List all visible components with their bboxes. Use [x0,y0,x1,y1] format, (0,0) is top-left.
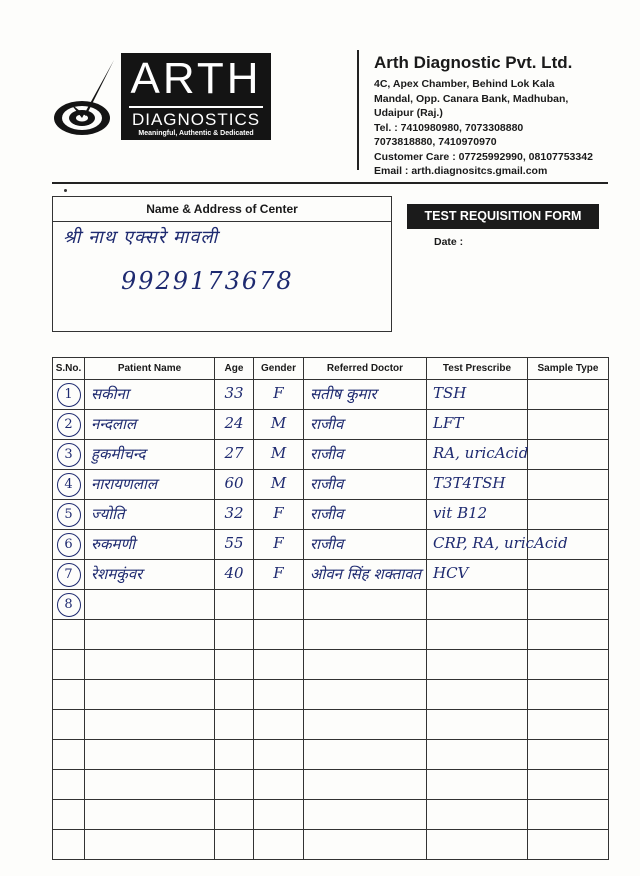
age-cell [215,800,254,830]
gender-cell [254,680,304,710]
age-cell [215,740,254,770]
age-cell [215,440,254,470]
logo-subtitle: DIAGNOSTICS [131,110,261,129]
patient-name-text: सकीना [91,385,129,403]
age-cell [215,650,254,680]
sno-cell [53,470,85,500]
sno-cell [53,440,85,470]
patient-name-cell [85,440,215,470]
col-header-age: Age [215,358,254,380]
test-prescribe-cell [427,470,528,500]
row-number-circled: 6 [57,533,81,557]
phone-line: Tel. : 7410980980, 7073308880 [374,121,524,134]
referred-doctor-cell [304,770,427,800]
table-row [53,620,609,650]
sample-type-cell [528,440,609,470]
row-number-circled: 7 [57,563,81,587]
age-cell [215,770,254,800]
age-cell [215,380,254,410]
col-header-referred-doctor: Referred Doctor [304,358,427,380]
gender-text: M [270,444,287,462]
email-line: Email : arth.diagnositcs.gmail.com [374,165,548,177]
table-row [53,410,609,440]
patient-name-cell [85,620,215,650]
test-prescribe-cell [427,650,528,680]
test-prescribe-cell [427,560,528,590]
gender-text: F [273,504,284,522]
age-text: 60 [224,474,244,492]
gender-text: F [273,384,284,402]
referred-doctor-cell [304,830,427,860]
address-line: Udaipur (Raj.) [374,107,443,119]
table-row [53,680,609,710]
gender-text: F [273,564,284,582]
sno-cell [53,590,85,620]
sno-cell [53,770,85,800]
patient-name-text: नारायणलाल [91,475,158,493]
age-text: 27 [224,444,244,462]
sample-type-cell [528,740,609,770]
referred-doctor-cell [304,560,427,590]
test-prescribe-cell [427,800,528,830]
patient-name-cell [85,590,215,620]
table-row [53,590,609,620]
sno-cell [53,530,85,560]
patient-name-cell [85,560,215,590]
row-number-circled: 3 [57,443,81,467]
col-header-sno: S.No. [53,358,85,380]
logo-tagline: Meaningful, Authentic & Dedicated [138,130,254,137]
address-line: Mandal, Opp. Canara Bank, Madhuban, [374,92,569,105]
sample-type-cell [528,530,609,560]
test-prescribe-cell [427,740,528,770]
patient-name-cell [85,680,215,710]
patient-name-cell [85,470,215,500]
form-title: TEST REQUISITION FORM [407,204,599,229]
test-prescribe-text: CRP, RA, uricAcid [433,534,568,552]
test-prescribe-cell [427,530,568,560]
referred-doctor-cell [304,710,427,740]
company-info [374,52,634,179]
sample-type-cell [528,590,609,620]
test-prescribe-text: TSH [433,384,467,402]
company-logo [121,53,271,140]
age-text: 24 [224,414,244,432]
age-cell [215,590,254,620]
sno-cell [53,560,85,590]
sample-type-cell [528,770,609,800]
patient-name-cell [85,410,215,440]
sno-cell [53,620,85,650]
age-cell [215,620,254,650]
referred-doctor-cell [304,410,427,440]
sample-type-cell [528,830,609,860]
sno-cell [53,380,85,410]
referred-doctor-text: राजीव [310,535,344,553]
center-box [52,196,392,332]
table-row [53,470,609,500]
table-row [53,380,609,410]
gender-cell [254,410,304,440]
sno-cell [53,800,85,830]
referred-doctor-cell [304,530,427,560]
row-number-circled: 2 [57,413,81,437]
table-row [53,770,609,800]
gender-cell [254,710,304,740]
age-cell [215,710,254,740]
age-cell [215,500,254,530]
referred-doctor-cell [304,800,427,830]
center-phone-handwritten: 9929173678 [121,267,294,295]
age-cell [215,560,254,590]
header-divider [357,50,359,170]
test-prescribe-cell [427,710,528,740]
patient-name-text: नन्दलाल [91,415,137,433]
sample-type-cell [528,710,609,740]
gender-cell [254,650,304,680]
company-name: Arth Diagnostic Pvt. Ltd. [374,53,573,72]
test-prescribe-text: RA, uricAcid [433,444,529,462]
table-row [53,740,609,770]
sample-type-cell [528,470,609,500]
patient-name-cell [85,710,215,740]
age-cell [215,830,254,860]
gender-cell [254,560,304,590]
sample-type-cell [528,410,609,440]
center-box-title: Name & Address of Center [53,197,391,222]
age-cell [215,680,254,710]
sample-type-cell [528,650,609,680]
col-header-patient-name: Patient Name [85,358,215,380]
sno-cell [53,500,85,530]
gender-cell [254,770,304,800]
table-row [53,800,609,830]
gender-cell [254,380,304,410]
table-row [53,500,609,530]
patient-name-cell [85,500,215,530]
referred-doctor-text: राजीव [310,475,344,493]
table-row [53,710,609,740]
test-prescribe-text: HCV [433,564,469,582]
patient-name-cell [85,530,215,560]
gender-cell [254,620,304,650]
test-prescribe-cell [427,500,528,530]
logo-brand: ARTH [130,54,262,103]
gender-cell [254,800,304,830]
gender-text: F [273,534,284,552]
sno-cell [53,830,85,860]
sample-type-cell [528,800,609,830]
referred-doctor-text: राजीव [310,415,344,433]
sample-type-cell [528,500,609,530]
sample-type-cell [528,620,609,650]
referred-doctor-cell [304,380,427,410]
header-rule [52,182,608,184]
customer-care-line: Customer Care : 07725992990, 08107753342 [374,150,593,163]
test-prescribe-cell [427,410,528,440]
test-prescribe-cell [427,620,528,650]
referred-doctor-text: सतीष कुमार [310,385,377,403]
sample-type-cell [528,380,609,410]
row-number-circled: 8 [57,593,81,617]
center-name-handwritten: श्री नाथ एक्सरे मावली [63,227,219,248]
gender-cell [254,440,304,470]
col-header-test-prescribe: Test Prescribe [427,358,528,380]
table-row [53,440,609,470]
test-prescribe-cell [427,590,528,620]
row-number-circled: 1 [57,383,81,407]
referred-doctor-cell [304,590,427,620]
age-text: 55 [224,534,244,552]
sno-cell [53,740,85,770]
referred-doctor-cell [304,620,427,650]
patient-name-cell [85,800,215,830]
referred-doctor-text: ओवन सिंह शक्तावत [310,565,422,583]
patient-name-text: ज्योति [91,505,125,523]
age-cell [215,410,254,440]
sno-cell [53,410,85,440]
test-prescribe-cell [427,680,528,710]
test-prescribe-cell [427,770,528,800]
ink-dot [64,189,67,192]
gender-cell [254,590,304,620]
row-number-circled: 5 [57,503,81,527]
sample-type-cell [528,560,609,590]
table-row [53,650,609,680]
patient-name-text: हुकमीचन्द [91,445,146,463]
table-row [53,530,609,560]
date-label: Date : [434,236,464,248]
address-line: 4C, Apex Chamber, Behind Lok Kala [374,78,555,90]
table-row [53,830,609,860]
row-number-circled: 4 [57,473,81,497]
patient-name-cell [85,650,215,680]
age-text: 32 [224,504,244,522]
table-header-row [53,358,609,380]
sample-type-cell [528,680,609,710]
test-prescribe-cell [427,380,528,410]
sno-cell [53,680,85,710]
test-prescribe-cell [427,830,528,860]
logo-rule [129,106,263,108]
test-prescribe-text: T3T4TSH [433,474,506,492]
gender-cell [254,740,304,770]
gender-cell [254,500,304,530]
gender-text: M [270,414,287,432]
requisition-table [52,357,609,860]
referred-doctor-cell [304,500,427,530]
referred-doctor-cell [304,740,427,770]
age-text: 33 [224,384,244,402]
age-cell [215,470,254,500]
test-prescribe-text: vit B12 [433,504,488,522]
referred-doctor-cell [304,440,427,470]
patient-name-text: रेशमकुंवर [91,565,143,583]
gender-text: M [270,474,287,492]
sno-cell [53,710,85,740]
referred-doctor-cell [304,680,427,710]
age-cell [215,530,254,560]
referred-doctor-cell [304,470,427,500]
gender-cell [254,470,304,500]
phone-line: 7073818880, 7410970970 [374,136,497,148]
patient-name-cell [85,770,215,800]
patient-name-text: रुकमणी [91,535,136,553]
referred-doctor-cell [304,650,427,680]
gender-cell [254,830,304,860]
age-text: 40 [224,564,244,582]
patient-name-cell [85,830,215,860]
gender-cell [254,530,304,560]
sno-cell [53,650,85,680]
table-row [53,560,609,590]
patient-name-cell [85,380,215,410]
test-prescribe-text: LFT [433,414,464,432]
referred-doctor-text: राजीव [310,445,344,463]
referred-doctor-text: राजीव [310,505,344,523]
target-check-logo-icon [52,58,122,138]
patient-name-cell [85,740,215,770]
test-prescribe-cell [427,440,528,470]
col-header-sample-type: Sample Type [528,358,609,380]
col-header-gender: Gender [254,358,304,380]
